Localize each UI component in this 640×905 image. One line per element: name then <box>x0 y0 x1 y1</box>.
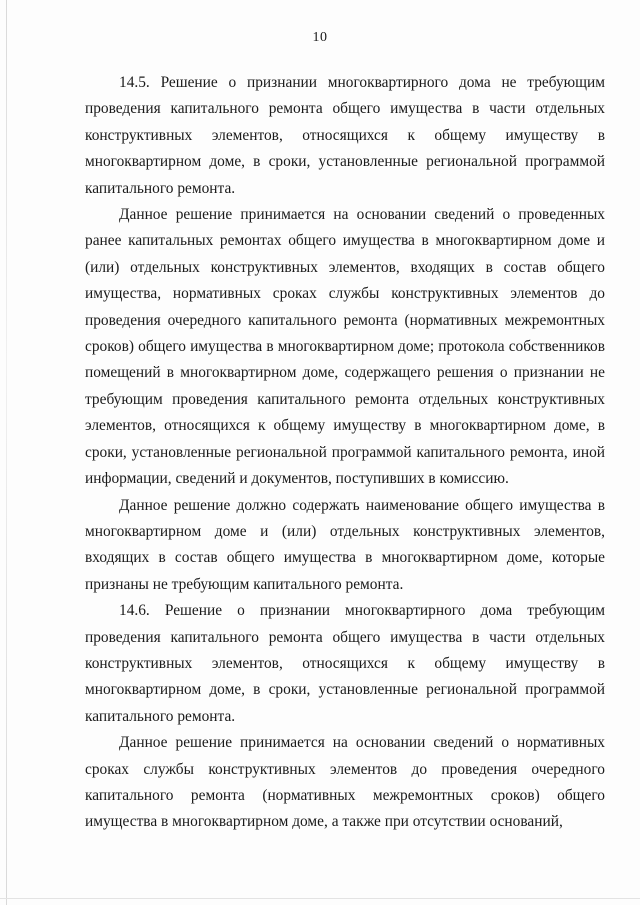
paragraph-14-6-basis: Данное решение принимается на основании сведений о нормативных сроках службы конструктивных элементов до проведения очередного капитального ремонта (нормативных межремонтных сроков) общего имущества в многоквартирном доме, а также при отсутствии оснований, <box>85 734 605 831</box>
paragraph-14-5: 14.5. Решение о признании многоквартирного дома не требующим проведения капитального ремонта общего имущества в части отдельных конструктивных элементов, относящихся к общему имуществу в многоквартирном доме, в сроки, установленные региональной программой капитального ремонта. <box>85 74 605 197</box>
paragraph-14-6: 14.6. Решение о признании многоквартирного дома требующим проведения капитального ремонта общего имущества в части отдельных конструктивных элементов, относящихся к общему имуществу в многоквартирном доме, в сроки, установленные региональной программой капитального ремонта. <box>85 602 605 725</box>
page-number: 10 <box>312 30 328 45</box>
paragraph-14-5-basis: Данное решение принимается на основании сведений о проведенных ранее капитальных ремонтах общего имущества в многоквартирном доме и (или) отдельных конструктивных элементов, входящих в состав общего имущества, нормативных сроках службы конструктивных элементов до проведения очередного капитального ремонта (нормативных межремонтных сроков) общего имущества в многоквартирном доме; протокола собственников помещений в многоквартирном доме, содержащего решения о признании не требующим проведения капитального ремонта отдельных конструктивных элементов, относящихся к общему имуществу в многоквартирном доме, в сроки, установленные региональной программой капитального ремонта, иной информации, сведений и документов, поступивших в комиссию. <box>85 206 605 488</box>
scan-edge-left <box>6 0 7 905</box>
document-body <box>85 70 605 836</box>
scan-edge-bottom <box>0 898 640 899</box>
paragraph-14-5-content: Данное решение должно содержать наименование общего имущества в многоквартирном доме и (или) отдельных конструктивных элементов, входящих в состав общего имущества в многоквартирном доме, которые признаны не требующим капитального ремонта. <box>85 496 605 593</box>
